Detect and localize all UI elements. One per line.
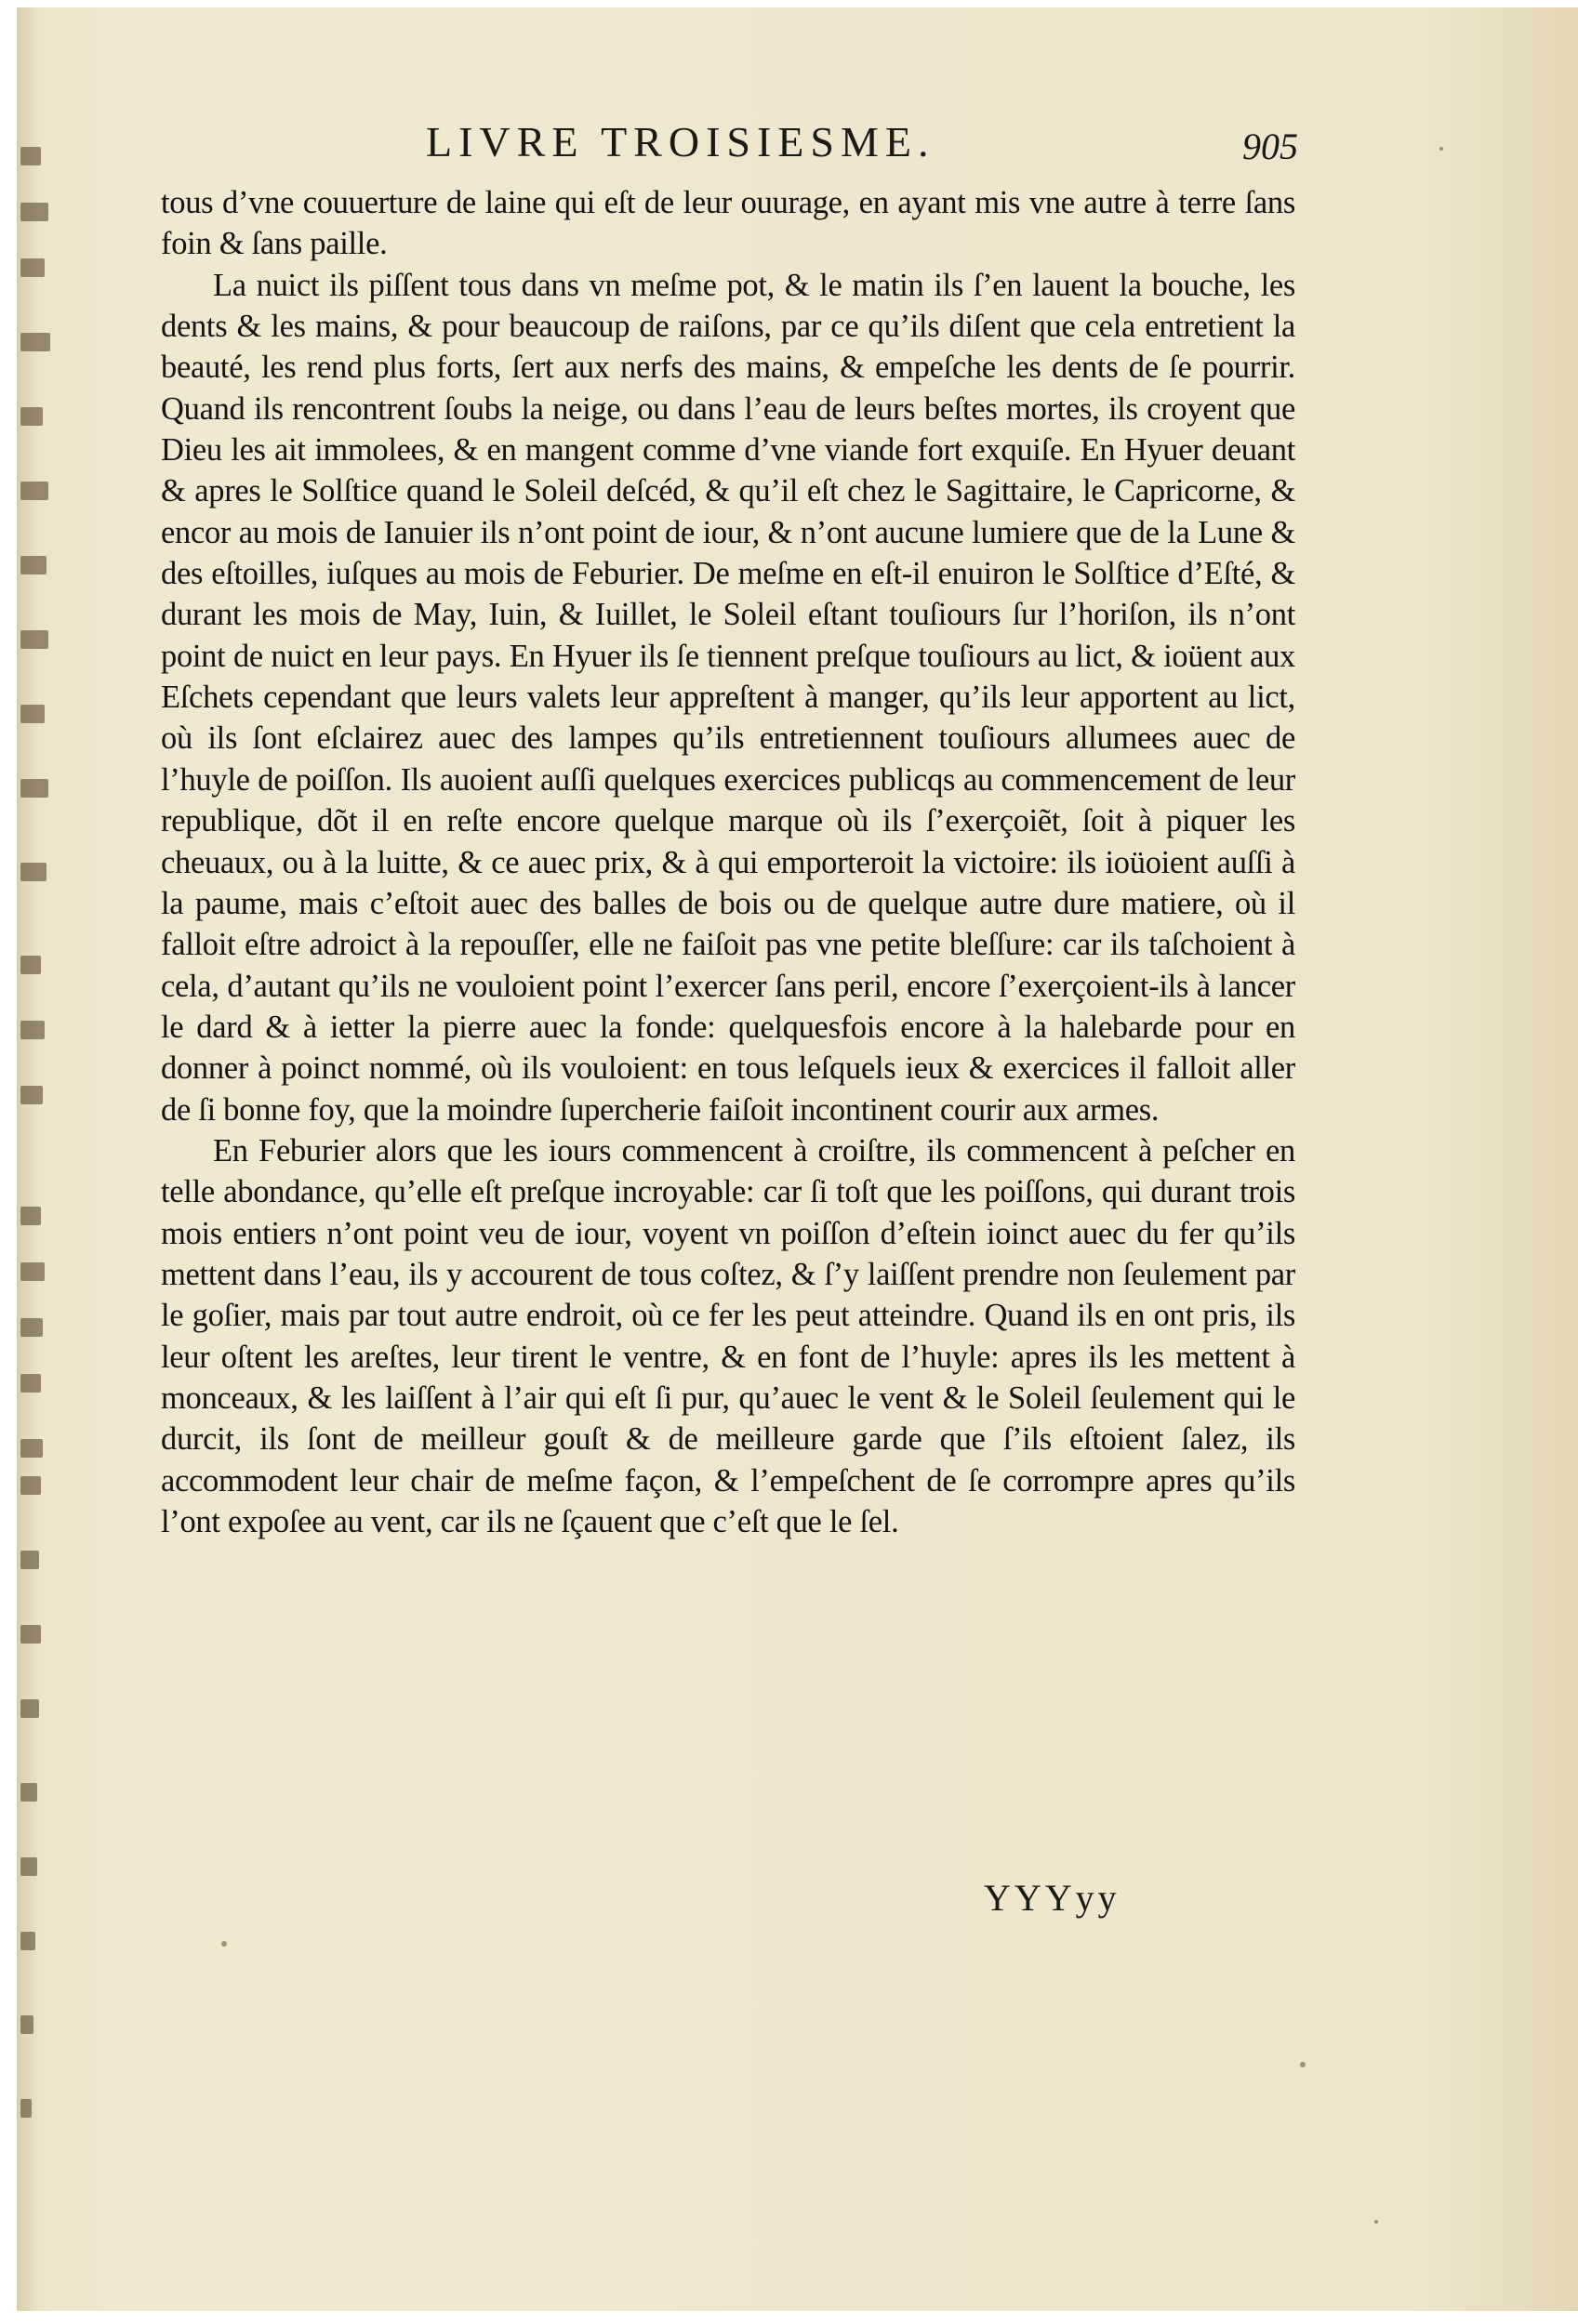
body-text (161, 182, 1295, 1542)
running-head: LIVRE TROISIESME. (426, 118, 935, 165)
ink-speck (1300, 2062, 1306, 2067)
signature-mark: YYYyy (984, 1877, 1121, 1919)
paragraph-3: En Feburier alors que les iours commencent à croiſtre, ils commencent à peſcher en telle abondance, qu’elle eſt preſque incroyable: car ſi toſt que les poiſſons, qui durant trois mois entiers n’ont point veu de iour, voyent vn poiſſon d’eſtein ioinct auec du fer qu’ils mettent dans l’eau, ils y accourent de tous coſtez, & ſ’y laiſſent prendre non ſeulement par le goſier, mais par tout autre endroit, où ce fer les peut atteindre. Quand ils en ont pris, ils leur oſtent les areſtes, leur tirent le ventre, & en font de l’huyle: apres ils les mettent à monceaux, & les laiſſent à l’air qui eſt ſi pur, qu’auec le vent & le Soleil ſeulement qui le durcit, ils ſont de meilleur gouſt & de meilleure garde que ſ’ils eſtoient ſalez, ils accommodent leur chair de meſme façon, & l’empeſchent de ſe corrompre apres qu’ils l’ont expoſee au vent, car ils ne ſçauent que c’eſt que le ſel. (161, 1132, 1295, 1539)
page-number: 905 (1242, 125, 1298, 167)
book-page (17, 7, 1578, 2311)
facing-page-gutter (17, 147, 60, 2146)
ink-speck (1439, 147, 1443, 151)
ink-speck (1374, 2220, 1378, 2224)
paragraph-1: tous d’vne couuerture de laine qui eſt de leur ouurage, en ayant mis vne autre à terre ſans foin & ſans paille. (161, 185, 1295, 262)
ink-speck (221, 1941, 227, 1947)
paragraph-2: La nuict ils piſſent tous dans vn meſme pot, & le matin ils ſ’en lauent la bouche, les dents & les mains, & pour beaucoup de raiſons, par ce qu’ils diſent que cela entretient la beauté, les rend plus forts, ſert aux nerfs des mains, & empeſche les dents de ſe pourrir. Quand ils rencontrent ſoubs la neige, ou dans l’eau de leurs beſtes mortes, ils croyent que Dieu les ait immolees, & en mangent comme d’vne viande fort exquiſe. En Hyuer deuant & apres le Solſtice quand le Soleil deſcéd, & qu’il eſt chez le Sagittaire, le Capricorne, & encor au mois de Ianuier ils n’ont point de iour, & n’ont aucune lumiere que de la Lune & des eſtoilles, iuſques au mois de Feburier. De meſme en eſt-il enuiron le Solſtice d’Eſté, & durant les mois de May, Iuin, & Iuillet, le Soleil eſtant touſiours ſur l’horiſon, ils n’ont point de nuict en leur pays. En Hyuer ils ſe tiennent preſque touſiours au lict, & ioüent aux Eſchets cependant que leurs valets leur appreſtent à manger, qu’ils leur apportent au lict, où ils ſont eſclairez auec des lampes qu’ils entretiennent touſiours allumees auec de l’huyle de poiſſon. Ils auoient auſſi quelques exercices publicqs au commencement de leur republique, dõt il en reſte encore quelque marque où ils ſ’exerçoiẽt, ſoit à piquer les cheuaux, ou à la luitte, & ce auec prix, & à qui emporteroit la victoire: ils ioüoient auſſi à la paume, mais c’eſtoit auec des balles de bois ou de quelque autre dure matiere, où il falloit eſtre adroict à la repouſſer, elle ne faiſoit pas vne petite bleſſure: car ils taſchoient à cela, d’autant qu’ils ne vouloient point l’exercer ſans peril, encore ſ’exerçoient-ils à lancer le dard & à ietter la pierre auec la fonde: quelquesfois encore à la halebarde pour en donner à poinct nommé, où ils vouloient: en tous leſquels ieux & exercices il falloit aller de ſi bonne foy, que la moindre ſupercherie faiſoit incontinent courir aux armes. (161, 267, 1295, 1128)
